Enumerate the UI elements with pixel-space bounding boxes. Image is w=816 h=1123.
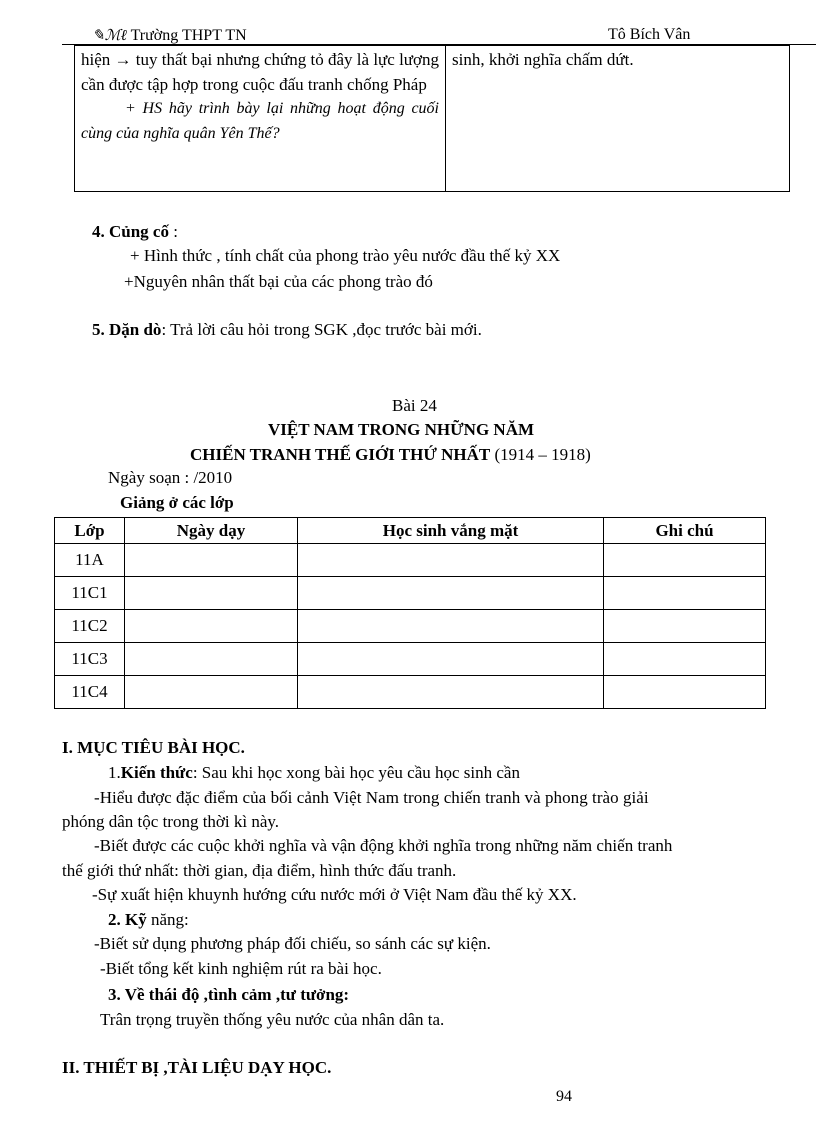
school-name: Trường THPT TN (130, 27, 247, 44)
homework-line: 5. Dặn dò: Trả lời câu hỏi trong SGK ,đọc trước bài mới. (92, 320, 482, 339)
equipment-heading: II. THIẾT BỊ ,TÀI LIỆU DẠY HỌC. (62, 1058, 332, 1077)
continuation-table (74, 45, 790, 192)
consolidation-item: +Nguyên nhân thất bại của các phong trào đó (124, 272, 433, 291)
objectives-heading: I. MỤC TIÊU BÀI HỌC. (62, 738, 245, 757)
knowledge-item: -Biết được các cuộc khởi nghĩa và vận động khởi nghĩa trong những năm chiến tranh (94, 836, 673, 855)
col-header-date: Ngày dạy (125, 518, 298, 544)
lesson-number: Bài 24 (392, 396, 437, 415)
knowledge-item-cont: thế giới thứ nhất: thời gian, địa điểm, hình thức đấu tranh. (62, 861, 457, 880)
class-attendance-table (54, 517, 766, 709)
skills-heading: 2. Kỹ năng: (108, 910, 189, 929)
page-number: 94 (556, 1088, 572, 1105)
continuation-text: hiện → tuy thất bại nhưng chứng tỏ đây là lực lượng cần được tập hợp trong cuộc đấu tranh chống Pháp (81, 50, 439, 94)
table-row: 11A (55, 544, 766, 577)
continuation-cell-left (75, 46, 446, 192)
decorative-ornament-icon: ✎ℳℓ (92, 28, 127, 44)
consolidation-item: + Hình thức , tính chất của phong trào yêu nước đầu thế kỷ XX (130, 246, 561, 265)
prep-date: Ngày soạn : /2010 (108, 468, 233, 487)
table-header-row (55, 518, 766, 544)
classes-label: Giảng ở các lớp (120, 493, 234, 512)
author-name: Tô Bích Vân (608, 26, 691, 43)
knowledge-item: -Hiểu được đặc điểm của bối cảnh Việt Nam trong chiến tranh và phong trào giải (94, 788, 649, 807)
knowledge-intro: 1.Kiến thức: Sau khi học xong bài học yêu cầu học sinh cần (108, 763, 520, 782)
consolidation-heading: 4. Củng cố : (92, 222, 178, 241)
table-row: 11C1 (55, 577, 766, 610)
col-header-class: Lớp (55, 518, 125, 544)
col-header-absent: Học sinh vắng mặt (298, 518, 604, 544)
continuation-cell-right: sinh, khởi nghĩa chấm dứt. (446, 46, 790, 192)
knowledge-item-cont: phóng dân tộc trong thời kì này. (62, 812, 280, 831)
attitude-heading: 3. Về thái độ ,tình cảm ,tư tưởng: (108, 985, 350, 1004)
skill-item: -Biết sử dụng phương pháp đối chiếu, so sánh các sự kiện. (94, 934, 491, 953)
table-row: 11C3 (55, 643, 766, 676)
col-header-notes: Ghi chú (604, 518, 766, 544)
table-row: 11C4 (55, 676, 766, 709)
continuation-question: + HS hãy trình bày lại những hoạt động cuối cùng của nghĩa quân Yên Thế? (81, 100, 439, 142)
knowledge-item: -Sự xuất hiện khuynh hướng cứu nước mới ở Việt Nam đầu thế kỷ XX. (92, 885, 577, 904)
table-row: 11C2 (55, 610, 766, 643)
header-school (92, 26, 247, 45)
attitude-item: Trân trọng truyền thống yêu nước của nhân dân ta. (100, 1010, 445, 1029)
lesson-title-line1: VIỆT NAM TRONG NHỮNG NĂM (268, 420, 535, 439)
lesson-title-line2: CHIẾN TRANH THẾ GIỚI THỨ NHẤT (1914 – 1918) (190, 445, 591, 464)
skill-item: -Biết tổng kết kinh nghiệm rút ra bài học. (100, 959, 382, 978)
